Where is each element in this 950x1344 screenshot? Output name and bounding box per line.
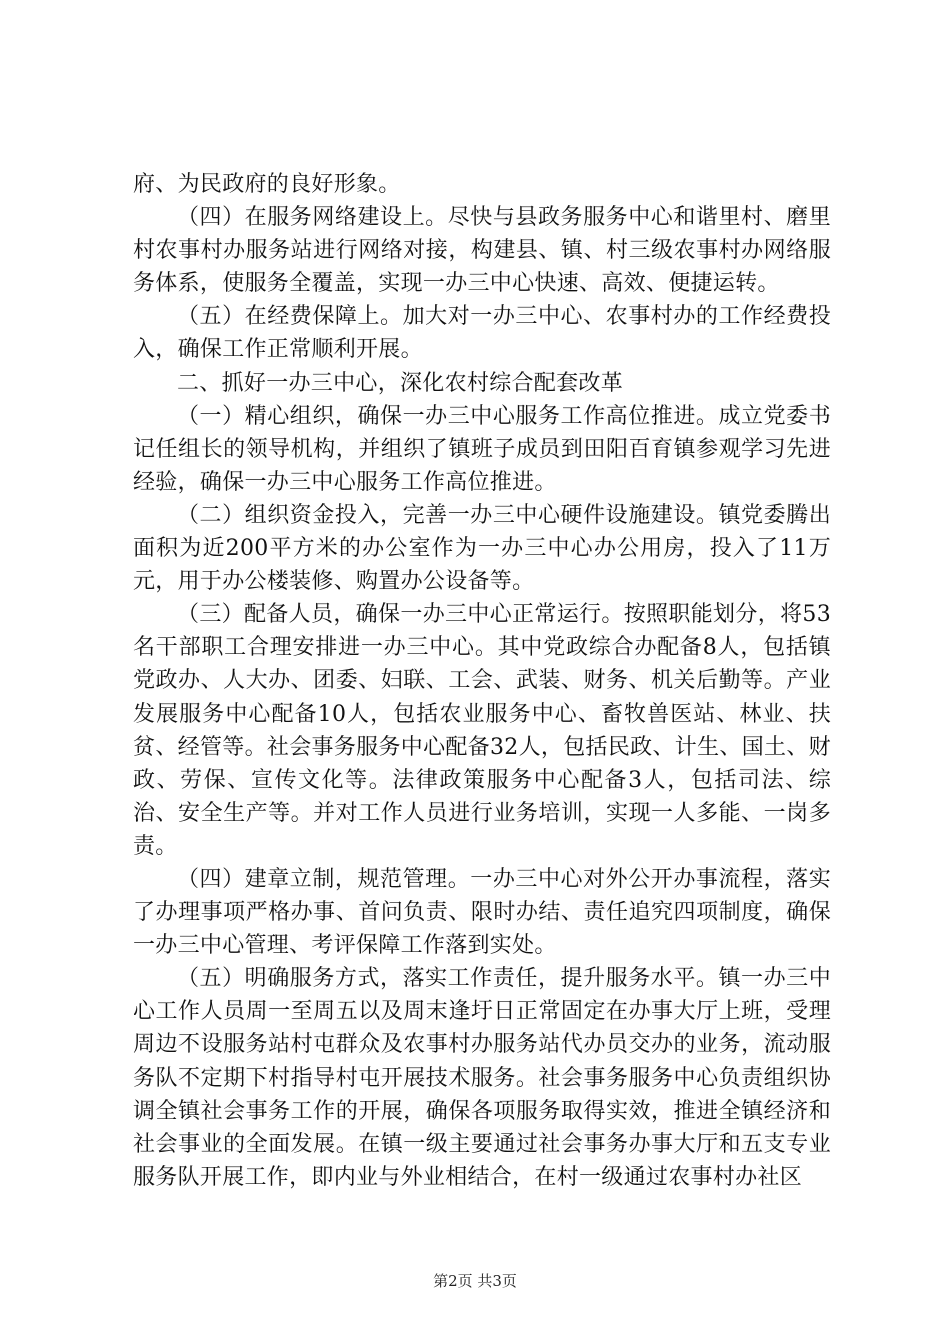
paragraph-7: （四）建章立制，规范管理。一办三中心对外公开办事流程，落实了办理事项严格办事、首问负责、限时办结、责任追究四项制度，确保一办三中心管理、考评保障工作落到实处。 [133, 866, 831, 959]
page-number-footer: 第2页 共3页 [433, 1272, 517, 1290]
document-body [133, 168, 831, 1194]
paragraph-4: （一）精心组织，确保一办三中心服务工作高位推进。成立党委书记任组长的领导机构，并组织了镇班子成员到田阳百育镇参观学习先进经验，确保一办三中心服务工作高位推进。 [133, 403, 831, 495]
section-heading: 二、抓好一办三中心，深化农村综合配套改革 [177, 370, 624, 396]
paragraph-6: （三）配备人员，确保一办三中心正常运行。按照职能划分，将53名干部职工合理安排进一办三中心。其中党政综合办配备8人，包括镇党政办、人大办、团委、妇联、工会、武装、财务、机关后勤等。产业发展服务中心配备10人，包括农业服务中心、畜牧兽医站、林业、扶贫、经管等。社会事务服务中心配备32人，包括民政、计生、国土、财政、劳保、宣传文化等。法律政策服务中心配备3人，包括司法、综治、安全生产等。并对工作人员进行业务培训，实现一人多能、一岗多责。 [133, 602, 831, 859]
paragraph-0: 府、为民政府的良好形象。 [133, 172, 401, 197]
paragraph-8: （五）明确服务方式，落实工作责任，提升服务水平。镇一办三中心工作人员周一至周五以及周末逢圩日正常固定在办事大厅上班，受理周边不设服务站村屯群众及农事村办服务站代办员交办的业务，流动服务队不定期下村指导村屯开展技术服务。社会事务服务中心负责组织协调全镇社会事务工作的开展，确保各项服务取得实效，推进全镇经济和社会事业的全面发展。在镇一级主要通过社会事务办事大厅和五支专业服务队开展工作，即内业与外业相结合，在村一级通过农事村办社区 [133, 966, 831, 1190]
paragraph-1: （四）在服务网络建设上。尽快与县政务服务中心和谐里村、磨里村农事村办服务站进行网络对接，构建县、镇、村三级农事村办网络服务体系，使服务全覆盖，实现一办三中心快速、高效、便捷运转。 [133, 205, 831, 297]
paragraph-5: （二）组织资金投入，完善一办三中心硬件设施建设。镇党委腾出面积为近200平方米的办公室作为一办三中心办公用房，投入了11万元，用于办公楼装修、购置办公设备等。 [133, 502, 831, 595]
paragraph-2: （五）在经费保障上。加大对一办三中心、农事村办的工作经费投入，确保工作正常顺利开展。 [133, 304, 831, 363]
